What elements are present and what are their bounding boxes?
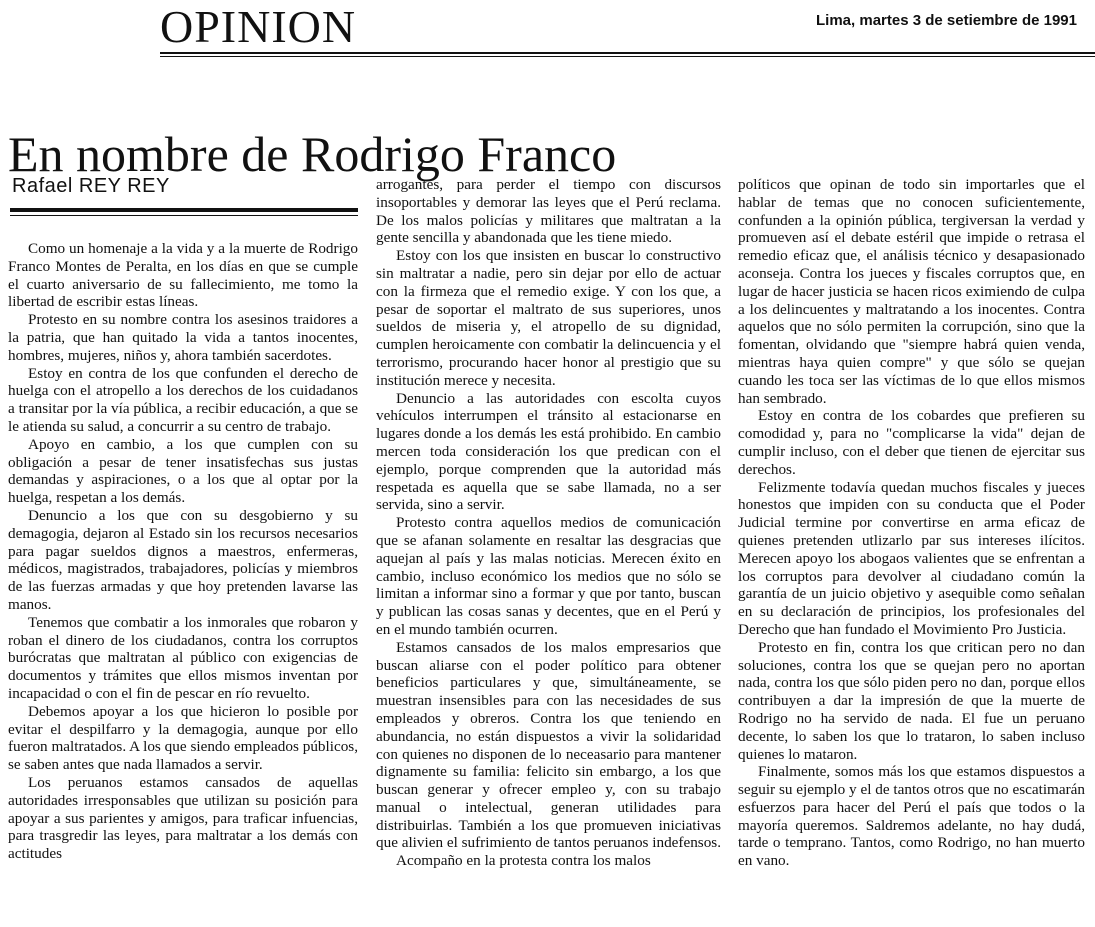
paragraph: Estoy en contra de los cobardes que prefieren su comodidad y, para no "complicarse la vida" dejan de cumplir incluso, con el deber que tienen de ejercitar sus derechos. [738,407,1085,478]
paragraph: Protesto en su nombre contra los asesinos traidores a la patria, que han quitado la vida a tantos inocentes, hombres, mujeres, niños y, ahora también sacerdotes. [8,311,358,364]
paragraph: Estoy en contra de los que confunden el derecho de huelga con el atropello a los derechos de los cuidadanos a transitar por la vía pública, a recibir educación, a que se le atienda su salud, a concurrir a su centro de trabajo. [8,364,358,435]
paragraph: Apoyo en cambio, a los que cumplen con su obligación a pesar de tener insatisfechas sus justas demandas y aspiraciones, o a los que al optar por la huelga, respetan a los demás. [8,435,358,507]
paragraph-continued: políticos que opinan de todo sin importarles que el hablar de temas que no conocen suficientemente, confunden a la opinión pública, tergiversan la verdad y promueven así el debate estéril que impide o retrasa el remedio eficaz que, el análisis técnico y desapasionado aconseja. Contra los jueces y fiscales corruptos que, en lugar de hacer justicia se hacen ricos eximiendo de culpa a los delincuentes y maltratando a los inocentes. Contra aquelos que no sólo permiten la corrupción, sino que la fomentan, olvidando que "siempre habrá quien venda, mientras haya quien compre" y que sólo se quejan cuando les toca ser las víctimas de lo que ellos mismos han sembrado. [738,176,1085,407]
article-column-2 [376,176,721,870]
paragraph: Protesto contra aquellos medios de comunicación que se afanan solamente en resaltar las desgracias que aquejan al país y las malas noticias. Merecen éxito en cambio, incluso económico los medios que no sólo se limitan a informar sino a formar y que por tanto, buscan y publican las cosas sanas y decentes, que en el Perú y en el mundo también ocurren. [376,514,721,638]
paragraph: Denuncio a los que con su desgobierno y su demagogia, dejaron al Estado sin los recursos necesarios para pagar sueldos dignos a maestros, enfermeras, médicos, magistrados, trabajadores, policías y miembros de las fuerzas armadas y que hoy pretenden lavarse las manos. [8,506,358,613]
paragraph: Finalmente, somos más los que estamos dispuestos a seguir su ejemplo y el de tantos otros que no escatimarán esfuerzos para hacer del Perú el país que todos o la mayoría queremos. Saldremos adelante, no hay dudá, tarde o temprano. Tantos, como Rodrigo, no han muerto en vano. [738,763,1085,870]
paragraph: Estamos cansados de los malos empresarios que buscan aliarse con el poder político para obtener beneficios particulares y que, simultáneamente, se muestran insensibles para con las necesidades de sus empleados y obreros. Contra los que teniendo en abundancia, no están dispuestos a vivir la solidaridad con quienes no disponen de lo neceasario para mantener dignamente su familia: felicito sin embargo, a los que buscan generar y ofrecer empleo y, con su trabajo manual o intelectual, generan utilidades para distribuirlas. También a los que promueven iniciativas que alivien el sufrimiento de tantos peruanos indefensos. [376,638,722,852]
paragraph: Los peruanos estamos cansados de aquellas autoridades irresponsables que utilizan su posición para apoyar a sus parientes y amigos, para traficar infuencias, para trasgredir las leyes, para maltratar a los demás con actitudes [8,773,358,863]
paragraph: Debemos apoyar a los que hicieron lo posible por evitar el despilfarro y la demagogia, aunque por ello fueron maltratados. A los que siendo empleados públicos, se saben antes que nada llamados a servir. [8,702,358,774]
masthead-rule-thin [160,56,1095,57]
dateline: Lima, martes 3 de setiembre de 1991 [816,12,1077,29]
paragraph: Como un homenaje a la vida y a la muerte de Rodrigo Franco Montes de Peralta, en los días en que se cumple el cuarto aniversario de su fallecimiento, me tomo la libertad de escribir estas líneas. [8,240,358,311]
byline: Rafael REY REY [12,175,170,197]
paragraph: Estoy con los que insisten en buscar lo constructivo sin maltratar a nadie, pero sin dejar por ello de actuar con la firmeza que el remedio exige. Y con los que, a pesar de soportar el maltrato de sus superiores, unos sueldos de miseria y, el atropello de su dignidad, cumplen heroicamente con combatir la delincuencia y el terrorismo, procurando hacer honor al prestigio que su institución merece y necesita. [376,247,721,389]
article-column-3 [738,176,1085,870]
byline-rule-thin [10,215,358,216]
paragraph: Denuncio a las autoridades con escolta cuyos vehículos interrumpen el tránsito al estacionarse en lugares donde a los demás les está prohibido. En cambio mercen toda consideración los que predican con el ejemplo, porque comprenden que la autoridad más respetada es aquella que se sabe llamada, no a ser servida, sino a servir. [376,389,721,514]
paragraph: Tenemos que combatir a los inmorales que robaron y roban el dinero de los ciudadanos, contra los corruptos burócratas que maltratan al público con exigencias de documentos y trámites que ellos mismos inventan por incapacidad o con el fin de pescar en río revuelto. [8,613,358,702]
byline-rule [10,208,358,212]
masthead-rule [160,52,1095,54]
paragraph: Protesto en fin, contra los que critican pero no dan soluciones, contra los que se quejan pero no aportan nada, contra los que sólo piden pero no dan, porque ellos contribuyen a dar la impresión de que la muerte de Rodrigo no ha servido de nada. El fue un peruano decente, lo saben los que lo trataron, lo saben incluso quienes lo mataron. [738,638,1085,763]
section-title: OPINION [160,1,357,52]
article-column-1 [8,240,358,863]
paragraph-continued: arrogantes, para perder el tiempo con discursos insoportables y demorar las leyes que el Perú reclama. De los malos policías y militares que maltratan a la gente sencilla y abandonada que les tiene miedo. [376,176,721,247]
paragraph: Acompaño en la protesta contra los malos [396,852,651,870]
headline: En nombre de Rodrigo Franco [8,125,617,182]
paragraph: Felizmente todavía quedan muchos fiscales y jueces honestos que impiden con su conducta que el Poder Judicial termine por convertirse en arma eficaz de quienes pretenden utlizarlo par sus intereses ilícitos. Merecen apoyo los abogaos valientes que se enfrentan a los corruptos para devolver al ciudadano común la garantía de un juicio objetivo y asequible como señalan en su declaración de principios, los profesionales del Derecho que han fundado el Movimiento Pro Justicia. [738,478,1085,638]
